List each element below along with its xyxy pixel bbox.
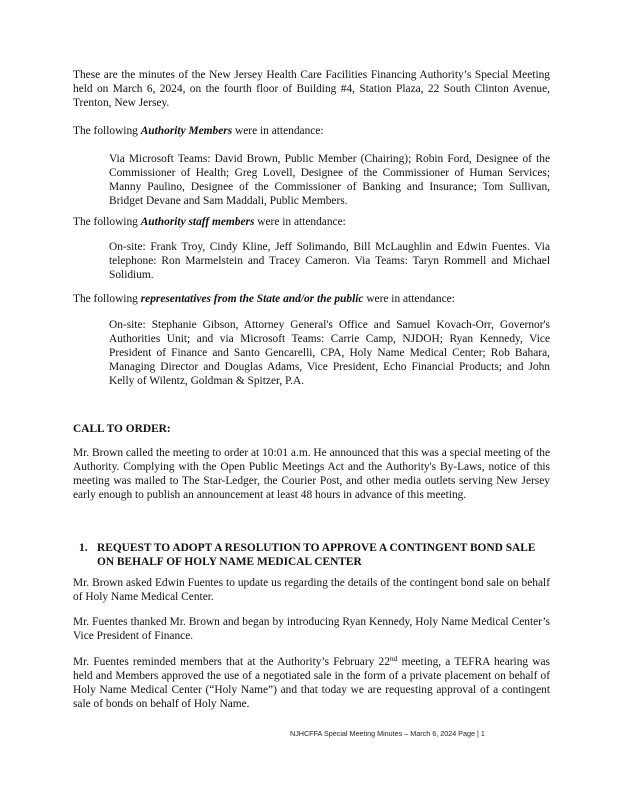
item-paragraph-3	[73, 655, 550, 711]
public-detail: On-site: Stephanie Gibson, Attorney General's Office and Samuel Kovach-Orr, Governor's Authorities Unit; and via Microsoft Teams: Carrie Camp, NJDOH; Ryan Kennedy, Vice President of Finance and Santo Gencarelli, CPA, Holy Name Medical Center; Rob Bahara, Managing Director and Douglas Adams, Vice President, Echo Financial Products; and John Kelly of Wilentz, Goldman & Spitzer, P.A.	[109, 319, 550, 388]
page-footer: NJHCFFA Special Meeting Minutes – March 6, 2024 Page | 1	[290, 729, 485, 738]
members-lead	[73, 124, 550, 138]
staff-lead	[73, 215, 550, 229]
item-paragraph-3-before: Mr. Fuentes reminded members that at the Authority’s February 22	[73, 656, 390, 668]
call-to-order-text: Mr. Brown called the meeting to order at 10:01 a.m. He announced that this was a special meeting of the Authority. Complying with the Open Public Meetings Act and the Authority's By-Laws, notice of this meeting was mailed to The Star-Ledger, the Courier Post, and other media outlets serving New Jersey early enough to publish an announcement at least 48 hours in advance of this meeting.	[73, 447, 550, 502]
call-to-order-heading: CALL TO ORDER:	[73, 423, 171, 435]
public-lead	[73, 292, 550, 306]
item-paragraph-1: Mr. Brown asked Edwin Fuentes to update us regarding the details of the contingent bond sale on behalf of Holy Name Medical Center.	[73, 577, 550, 604]
members-lead-before: The following	[73, 125, 141, 137]
members-lead-emphasis: Authority Members	[140, 125, 233, 137]
staff-lead-before: The following	[73, 216, 141, 228]
item-paragraph-2: Mr. Fuentes thanked Mr. Brown and began by introducing Ryan Kennedy, Holy Name Medical Center’s Vice President of Finance.	[73, 616, 550, 643]
item-number: 1.	[79, 542, 88, 554]
staff-lead-emphasis: Authority staff members	[140, 216, 255, 228]
staff-lead-after: were in attendance:	[254, 216, 346, 228]
ordinal-suffix: nd	[389, 654, 398, 663]
item-title: REQUEST TO ADOPT A RESOLUTION TO APPROVE A CONTINGENT BOND SALE ON BEHALF OF HOLY NAME MEDICAL CENTER	[97, 542, 536, 569]
staff-detail: On-site: Frank Troy, Cindy Kline, Jeff Solimando, Bill McLaughlin and Edwin Fuentes. Via telephone: Ron Marmelstein and Tracey Cameron. Via Teams: Taryn Rommell and Michael Solidium.	[109, 241, 550, 282]
members-detail: Via Microsoft Teams: David Brown, Public Member (Chairing); Robin Ford, Designee of the Commissioner of Health; Greg Lovell, Designee of the Commissioner of Human Services; Manny Paulino, Designee of the Commissioner of Banking and Insurance; Tom Sullivan, Bridget Devane and Sam Maddali, Public Members.	[109, 153, 550, 208]
public-lead-after: were in attendance:	[363, 293, 455, 305]
item-paragraph-3-after: meeting, a TEFRA hearing was held and Members approved the use of a negotiated sale in the form of a private placement on behalf of Holy Name Medical Center (“Holy Name”) and that today we are requesting approval of a contingent sale of bonds on behalf of Holy Name.	[73, 656, 550, 711]
intro-paragraph: These are the minutes of the New Jersey Health Care Facilities Financing Authority’s Special Meeting held on March 6, 2024, on the fourth floor of Building #4, Station Plaza, 22 South Clinton Avenue, Trenton, New Jersey.	[73, 69, 550, 110]
public-lead-before: The following	[73, 293, 141, 305]
public-lead-emphasis: representatives from the State and/or the public	[140, 293, 364, 305]
members-lead-after: were in attendance:	[232, 125, 324, 137]
